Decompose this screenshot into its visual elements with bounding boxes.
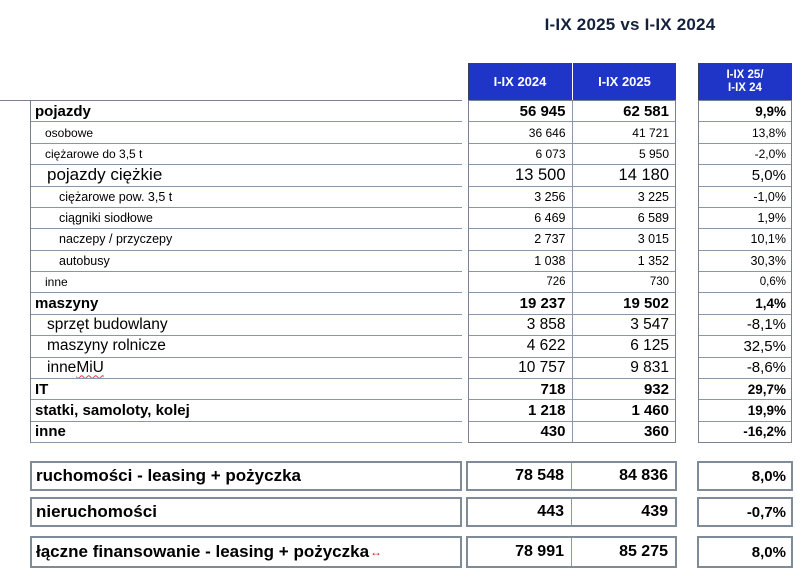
summary-value-2025: 439 [641,503,668,520]
value-2025: 3 225 [637,189,669,204]
pct-change: 19,9% [699,400,791,421]
row-values [469,208,675,229]
column-header-2024: I-IX 2024 [468,63,572,100]
row-values [469,165,675,186]
value-2024: 4 622 [469,336,573,356]
row-values [469,272,675,293]
row-label: sprzęt budowlany [31,315,462,336]
value-2024: 6 469 [469,208,573,228]
pct-change: 5,0% [699,165,791,186]
summary-values [466,497,677,527]
row-label-text: inne [47,358,77,376]
row-label: ciężarowe do 3,5 t [31,144,462,165]
summary-row-total [0,536,800,568]
row-label: ciężarowe pow. 3,5 t [31,187,462,208]
summary-value-2025: 84 836 [619,467,668,484]
pct-change: 30,3% [699,251,791,272]
row-label: ciągniki siodłowe [31,208,462,229]
pct-change: -2,0% [699,144,791,165]
summary-label-text: łączne finansowanie - leasing + pożyczka [36,542,370,561]
summary-values [466,461,677,491]
value-2025: 3 015 [637,232,669,247]
value-2024: 10 757 [469,358,573,378]
ratio-header-line1: I-IX 25/ [726,68,764,81]
row-label: maszyny [31,293,462,314]
pct-change: -1,0% [699,187,791,208]
ratio-header-line2: I-IX 24 [728,81,762,94]
value-2025: 9 831 [630,358,669,376]
row-values [469,144,675,165]
pct-change: -8,6% [699,358,791,379]
row-values [469,422,675,442]
values-columns [468,100,676,443]
row-values [469,229,675,250]
row-label: inne [31,422,462,443]
value-2024: 13 500 [469,165,573,185]
value-2024: 36 646 [469,122,573,142]
value-2025: 14 180 [618,165,669,184]
value-2025: 1 352 [637,253,669,268]
red-arrow-marker: ↔ [370,545,383,559]
value-2024: 3 256 [469,187,573,207]
value-2025: 932 [643,380,669,398]
summary-value-2024: 443 [468,499,572,525]
value-2025: 19 502 [623,295,669,313]
column-header-2025: I-IX 2025 [573,63,676,100]
summary-row-movables [0,461,800,491]
summary-label [30,536,462,568]
row-values [469,315,675,336]
row-label: osobowe [31,122,462,143]
summary-value-2024: 78 991 [468,538,572,566]
value-2024: 1 038 [469,251,573,271]
row-values [469,101,675,122]
row-label-misspelled: MiU [76,358,104,376]
pct-change: 0,6% [699,272,791,293]
value-2024: 3 858 [469,315,573,335]
row-label: naczepy / przyczepy [31,229,462,250]
summary-row-real-estate [0,497,800,527]
row-values [469,122,675,143]
row-label: statki, samoloty, kolej [31,400,462,421]
pct-change: 32,5% [699,336,791,357]
row-values [469,251,675,272]
summary-label-text: ruchomości - leasing + pożyczka [36,466,302,485]
value-2025: 41 721 [632,125,669,140]
pct-change: 9,9% [699,101,791,122]
summary-label-text: nieruchomości [36,502,157,521]
value-2024: 56 945 [469,101,573,121]
summary-values [466,536,677,568]
summary-pct: 8,0% [697,536,793,568]
summary-label [30,461,462,491]
change-column [698,100,792,443]
summary-value-2025: 85 275 [619,543,668,560]
pct-change: 13,8% [699,122,791,143]
grid-line-stub [0,100,31,101]
row-values [469,293,675,314]
row-values [469,379,675,400]
column-header-ratio [698,63,792,100]
pct-change: 29,7% [699,379,791,400]
value-2025: 6 125 [630,337,669,355]
value-2024: 6 073 [469,144,573,164]
value-2025: 1 460 [631,401,669,419]
value-2025: 5 950 [638,146,669,161]
value-2025: 360 [643,423,669,441]
row-label: inne [31,272,462,293]
row-label: pojazdy ciężkie [31,165,462,186]
row-label: maszyny rolnicze [31,336,462,357]
row-label: autobusy [31,251,462,272]
row-values [469,358,675,379]
pct-change: 1,9% [699,208,791,229]
value-2024: 430 [469,422,573,442]
value-2025: 730 [649,276,669,289]
row-label: IT [31,379,462,400]
value-2025: 6 589 [637,211,669,226]
row-values [469,187,675,208]
row-values [469,400,675,421]
summary-pct: 8,0% [697,461,793,491]
pct-change: -8,1% [699,315,791,336]
value-2024: 19 237 [469,293,573,313]
value-2024: 2 737 [469,229,573,249]
row-label: pojazdy [31,101,462,122]
row-label [31,358,462,379]
page-title: I-IX 2025 vs I-IX 2024 [544,15,716,34]
category-column [30,100,462,443]
pct-change: -16,2% [743,424,786,440]
pct-change: 10,1% [699,229,791,250]
value-2024: 718 [469,379,573,399]
summary-label [30,497,462,527]
pct-change: 1,4% [699,293,791,314]
summary-value-2024: 78 548 [468,463,572,489]
value-2025: 62 581 [623,102,669,120]
row-values [469,336,675,357]
value-2024: 726 [469,272,573,292]
summary-pct: -0,7% [697,497,793,527]
value-2025: 3 547 [630,315,669,333]
value-2024: 1 218 [469,400,573,420]
